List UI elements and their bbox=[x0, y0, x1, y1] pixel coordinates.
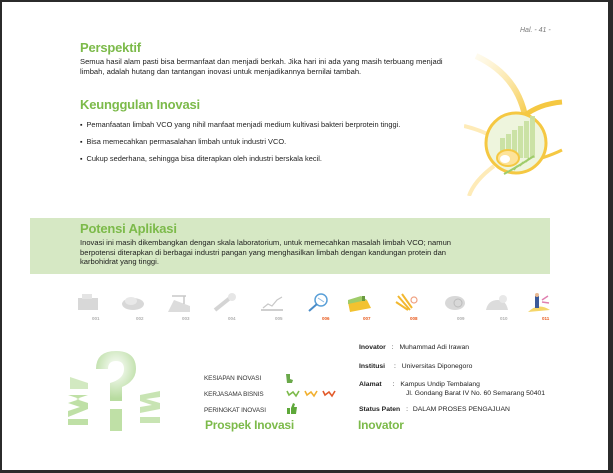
inovator-heading: Inovator bbox=[358, 418, 404, 432]
keunggulan-heading: Keunggulan Inovasi bbox=[80, 97, 200, 112]
peringkat-label: PERINGKAT INOVASI bbox=[204, 407, 266, 414]
category-machinery bbox=[441, 292, 475, 326]
field-separator: : bbox=[391, 344, 394, 351]
category-number: 007 bbox=[363, 316, 371, 321]
category-number: 008 bbox=[410, 316, 418, 321]
field-label: Alamat bbox=[359, 381, 382, 388]
category-number: 001 bbox=[92, 316, 100, 321]
kerjasama-label: KERJASAMA BISNIS bbox=[204, 391, 264, 398]
people-icon bbox=[526, 292, 552, 314]
field-separator: : bbox=[406, 406, 408, 413]
chart-icon bbox=[259, 292, 285, 314]
inovator-field bbox=[359, 344, 469, 351]
field-label: Status Paten bbox=[359, 406, 401, 413]
magnifier-icon bbox=[306, 292, 332, 314]
category-number: 010 bbox=[500, 316, 508, 321]
category-wheat bbox=[394, 292, 428, 326]
machinery-icon bbox=[441, 292, 467, 314]
perspektif-text bbox=[80, 57, 443, 76]
category-number: 004 bbox=[228, 316, 236, 321]
field-value: Kampus Undip Tembalang bbox=[400, 381, 480, 388]
field-label: Institusi bbox=[359, 363, 386, 370]
category-number: 006 bbox=[322, 316, 330, 321]
potensi-line: berpotensi diterapkan di berbagai industri pangan yang menghasilkan limbah dengan kandungan protein dan bbox=[80, 247, 447, 257]
keunggulan-item: ▪ Cukup sederhana, sehingga bisa diterapkan oleh industri berskala kecil. bbox=[80, 154, 322, 163]
handshake-icon bbox=[305, 391, 317, 396]
handshake-icon bbox=[323, 391, 335, 396]
document-page bbox=[2, 2, 608, 470]
environment-icon bbox=[484, 292, 510, 314]
category-number: 009 bbox=[457, 316, 465, 321]
perspektif-line: limbah, adalah hutang dan tantangan inovasi untuk menjadikannya bernilai tambah. bbox=[80, 66, 362, 76]
status-paten-field bbox=[359, 406, 510, 413]
kesiapan-label: KESIAPAN INOVASI bbox=[204, 375, 262, 382]
wheat-icon bbox=[394, 292, 420, 314]
food-icon bbox=[120, 292, 146, 314]
category-tools bbox=[212, 292, 246, 326]
tools-icon bbox=[212, 292, 238, 314]
perspektif-heading: Perspektif bbox=[80, 40, 141, 55]
keunggulan-item: ▪ Pemanfaatan limbah VCO yang nihil manfaat menjadi medium kultivasi bakteri berprotein tinggi. bbox=[80, 120, 400, 129]
field-value: Universitas Diponegoro bbox=[401, 363, 473, 370]
category-icons-row bbox=[76, 292, 556, 328]
keunggulan-item: ▪ Bisa memecahkan permasalahan limbah untuk industri VCO. bbox=[80, 137, 286, 146]
why-question-graphic bbox=[66, 347, 162, 433]
construction-icon bbox=[166, 292, 192, 314]
field-separator: : bbox=[393, 363, 396, 370]
field-label: Inovator bbox=[359, 344, 386, 351]
category-number: 011 bbox=[542, 316, 550, 321]
category-construction bbox=[166, 292, 200, 326]
category-magnifier bbox=[306, 292, 340, 326]
potensi-line: karbohidrat yang tinggi. bbox=[80, 257, 159, 267]
readiness-icon bbox=[284, 372, 294, 384]
institusi-field bbox=[359, 363, 472, 370]
perspektif-line: Semua hasil alam pasti bisa bermanfaat dan menjadi berkah. Jika hari ini ada yang masih terbuang menjadi bbox=[80, 57, 443, 66]
potensi-text bbox=[80, 238, 451, 267]
thumbs-up-icon bbox=[286, 402, 298, 415]
field-separator: : bbox=[392, 381, 395, 388]
handshake-icons bbox=[286, 388, 338, 398]
alamat-field bbox=[359, 381, 480, 388]
category-number: 005 bbox=[275, 316, 283, 321]
category-factory bbox=[76, 292, 110, 326]
category-number: 002 bbox=[136, 316, 144, 321]
category-environment bbox=[484, 292, 518, 326]
handshake-icon bbox=[287, 391, 299, 396]
category-food bbox=[120, 292, 154, 326]
field-value: Muhammad Adi Irawan bbox=[399, 344, 470, 351]
agriculture-field-icon bbox=[347, 292, 373, 314]
category-chart bbox=[259, 292, 293, 326]
category-people bbox=[526, 292, 560, 326]
alamat-line2: Jl. Gondang Barat IV No. 60 Semarang 50401 bbox=[406, 390, 546, 397]
prospek-heading: Prospek Inovasi bbox=[205, 418, 295, 432]
field-value: DALAM PROSES PENGAJUAN bbox=[412, 406, 510, 413]
factory-icon bbox=[76, 292, 102, 314]
category-agriculture bbox=[347, 292, 381, 326]
potensi-line: Inovasi ini masih dikembangkan dengan skala laboratorium, untuk memecahkan masalah limbah VCO; namun bbox=[80, 238, 452, 247]
page-number: Hal. - 41 - bbox=[520, 27, 551, 34]
innovation-emblem-icon bbox=[464, 46, 564, 196]
potensi-heading: Potensi Aplikasi bbox=[80, 221, 177, 236]
category-number: 003 bbox=[182, 316, 190, 321]
